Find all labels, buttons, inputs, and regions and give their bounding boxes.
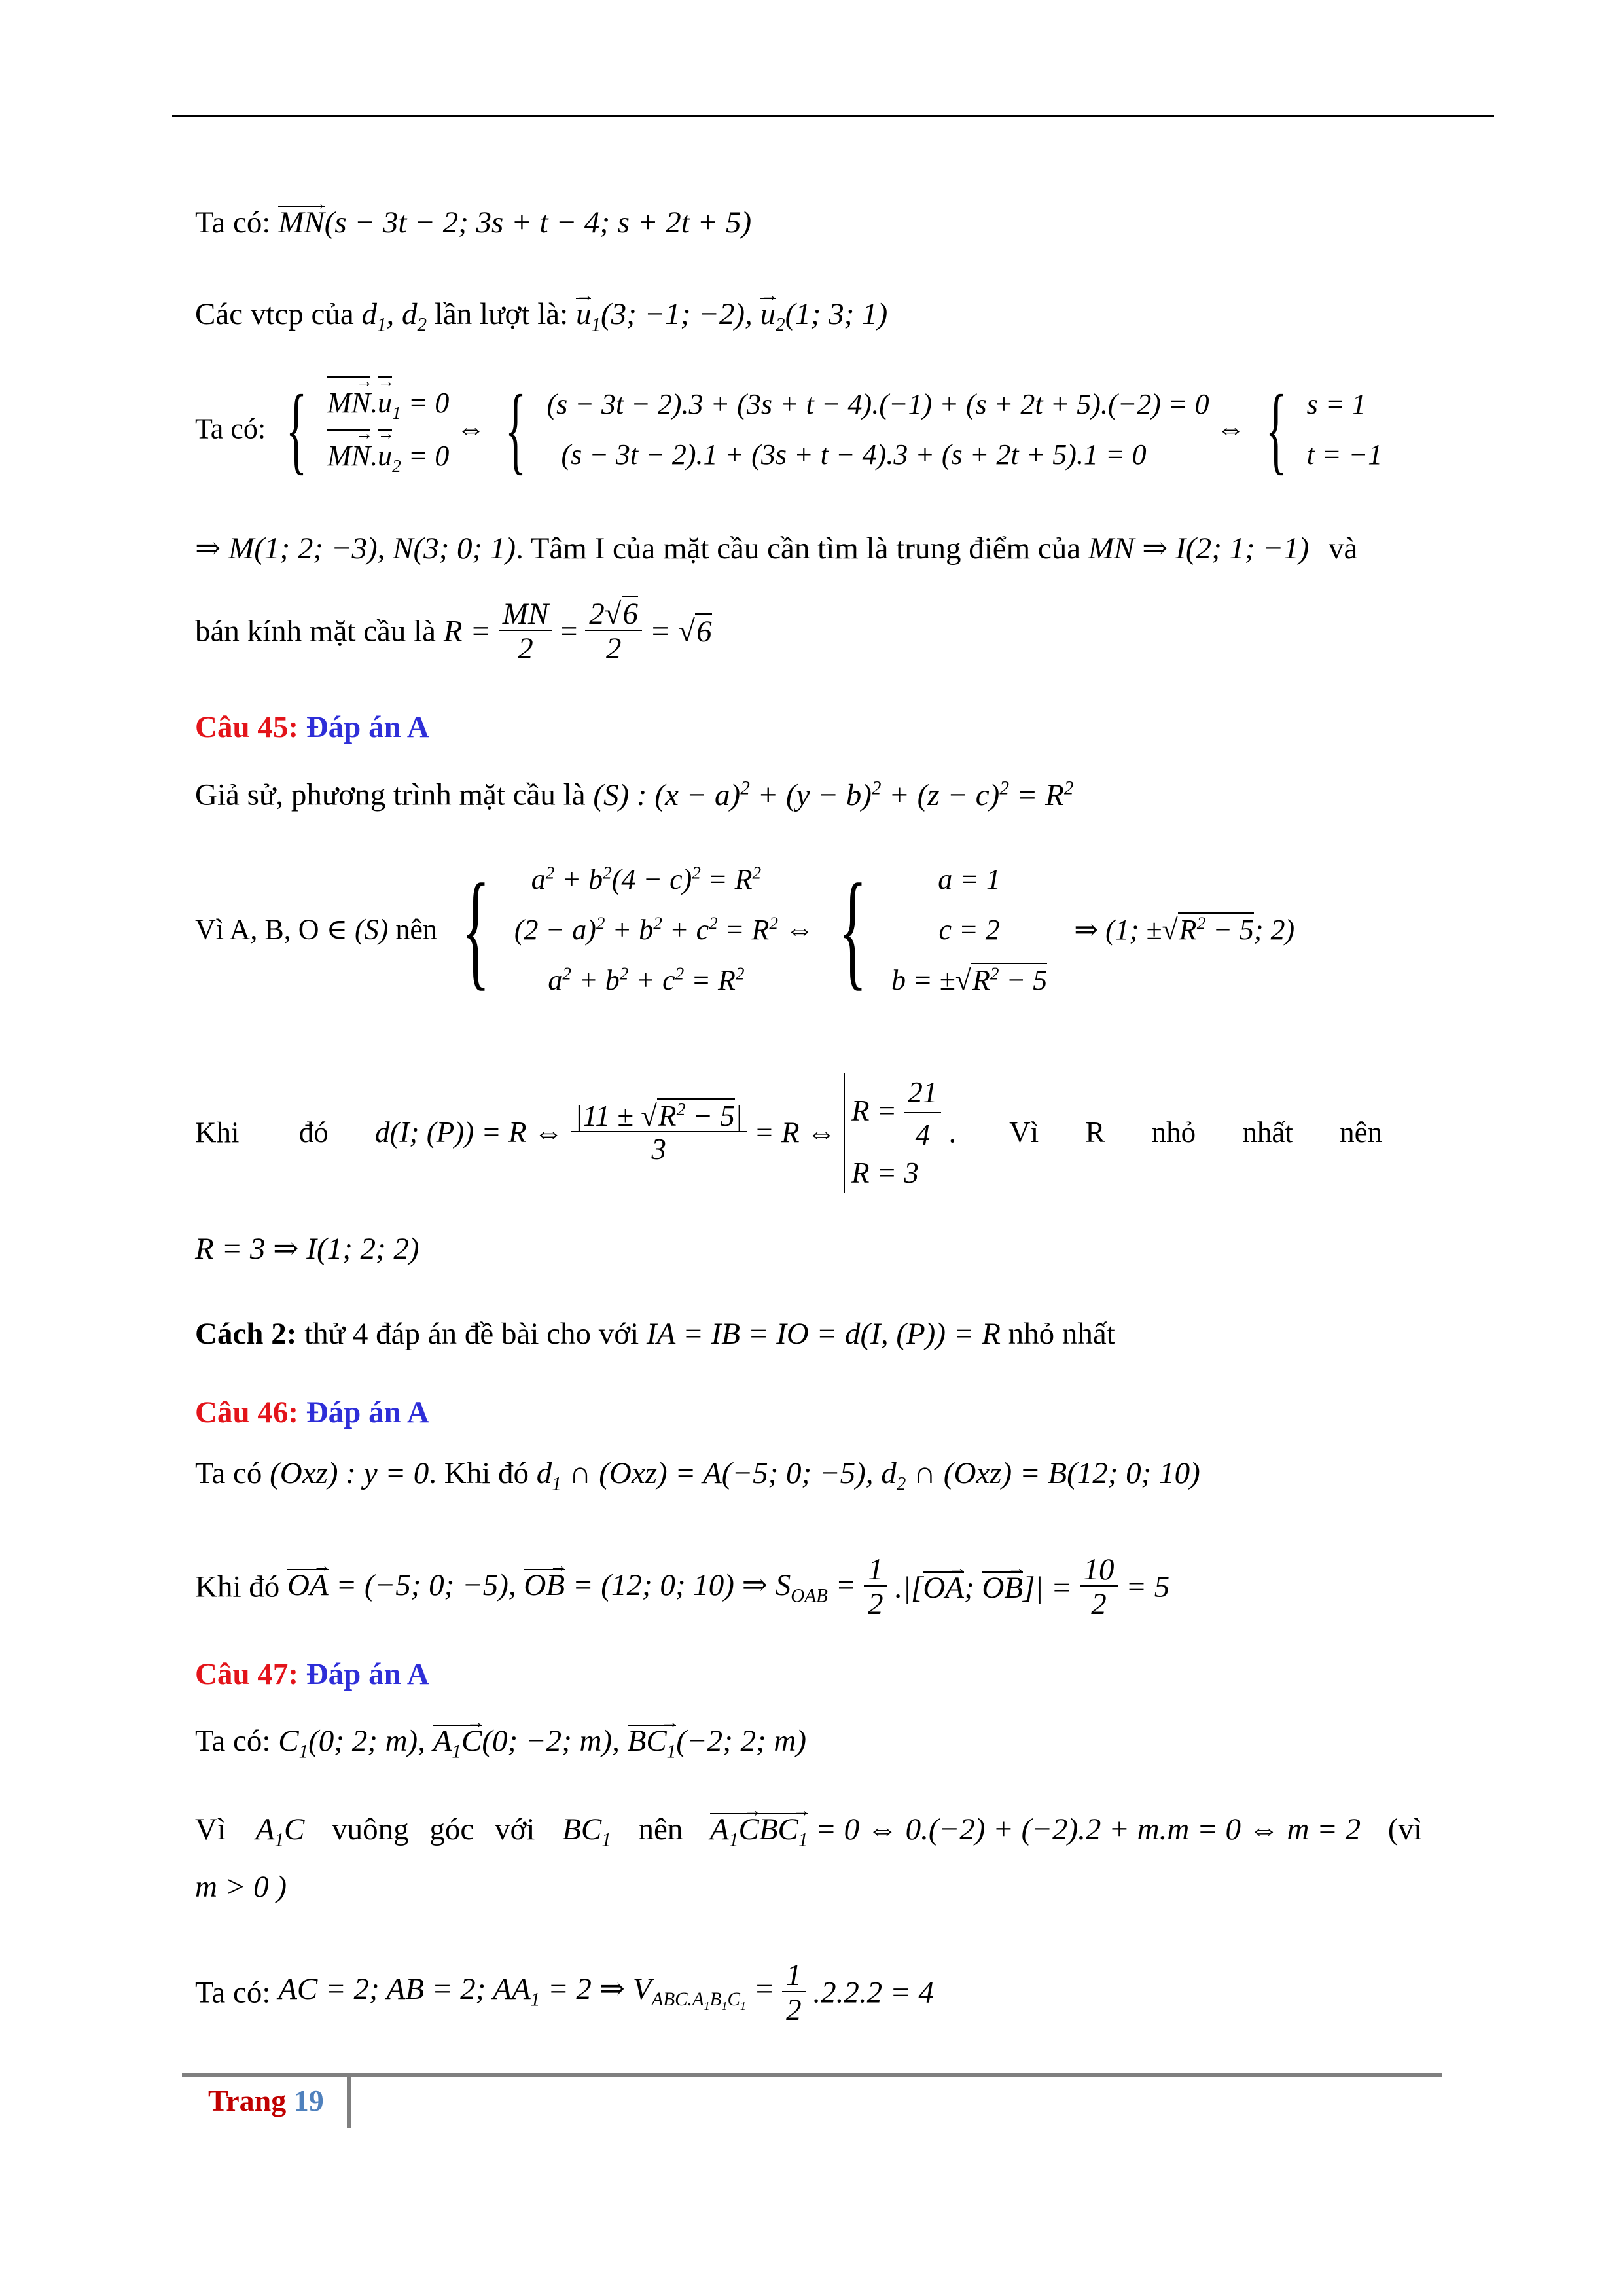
text-vuong-goc: vuông góc với <box>332 1812 535 1846</box>
header-rule <box>172 115 1494 117</box>
cau47-label: Câu 47: <box>195 1657 298 1691</box>
text-vi-r: Vì R nhỏ nhất nên <box>1009 1116 1383 1149</box>
line-perpendicular: Vì $A_1C$ vuông góc với $BC_1$ nên $A_1C \to BC_1$ → = 0 ⇔ 0.(−2) + (−2).2 + m.m = 0 ⇔ m = 2 (vì <box>195 1813 1425 1850</box>
text-khi-do-1: . Khi đó <box>429 1456 529 1490</box>
page-number: 19 <box>293 2084 324 2117</box>
line-system-st: Ta có: { MN $\to.u \to_1 = 0$ MN $\to.u \to_2 = 0$ ⇔ { (s − 3t − 2).3 + (3s + t − 4).(−1) + (s + 2t + 5).(−2) = 0 (s − 3t − 2).1 + (3s + t − 4).3 + (s + 2t + 5).1 = 0 ⇔ { s = 1 t = −1 <box>195 376 1382 482</box>
heading-cau-46 <box>195 1397 429 1428</box>
footer-rule <box>182 2073 1442 2077</box>
line-c1: Ta có: $C_1(0$; 2; m), $A_1C \to(0$; −2; m), $BC_1 \to(-2$; 2; m) <box>195 1725 806 1762</box>
cau47-answer: Đáp án A <box>306 1657 429 1691</box>
text-vtcp: Các vtcp của <box>195 297 354 331</box>
text-ta-co-5: Ta có: <box>195 1975 271 2010</box>
text-vi: Vì <box>195 1812 226 1846</box>
cau45-label: Câu 45: <box>195 710 298 744</box>
text-khi-do-2: Khi đó <box>195 1570 280 1604</box>
text-nen-2: nên <box>638 1812 683 1846</box>
text-khi: Khi <box>195 1116 240 1149</box>
heading-cau-47 <box>195 1659 429 1690</box>
line-mn-vector: Ta có: MN →(s − 3t − 2; 3s + t − 4; s + 2t + 5) <box>195 206 751 238</box>
line-gia-su: Giả sử, phương trình mặt cầu là (S) : $(x - a)^2 + (y - b)^2 + (z - c)^2 = R^2$ <box>195 778 1074 812</box>
text-vi-paren: (vì <box>1387 1812 1423 1846</box>
text-do: đó <box>298 1116 329 1149</box>
text-ta-co-2: Ta có: <box>195 412 266 445</box>
text-nho-nhat: nhỏ nhất <box>1008 1317 1115 1351</box>
text-va: và <box>1329 531 1358 565</box>
text-lan-luot-la: lần lượt là: <box>434 297 569 331</box>
footer-label: Trang <box>208 2084 287 2117</box>
text-ban-kinh: bán kính mặt cầu là <box>195 614 437 649</box>
text-ta-co: Ta có: <box>195 206 271 240</box>
footer-divider <box>347 2077 351 2128</box>
line-system-abc: Vì A, B, O ∈ (S) nên { $a^2 + b^2(4 - c)^2 = R^2$ $(2 - a)^2 + b^2 + c^2 = R^2$ $a^2 + b^2 + c^2 = R^2$ ⇔ { a = 1 c = 2 $b = \pm√R^2 - 5$ ⇒ (1; $\pm√R^2 - 5$; 2) <box>195 857 1295 1002</box>
line-distance: Khi đó d(I; (P)) = R ⇔ $\frac{|11 \pm √R^2 - 5|}{3}$ = R ⇔ R = $\frac{21}{4}$ R = 3 . Vì R nhỏ nhất nên <box>195 1073 1425 1193</box>
heading-cau-45 <box>195 712 429 743</box>
line-vtcp: Các vtcp của $d_1$, $d_2$ lần lượt là: $u \to_1(3$; −1; −2), $u \to_2(1$; 3; 1) <box>195 298 887 335</box>
text-ta-co-4: Ta có: <box>195 1724 271 1758</box>
line-m-positive <box>195 1872 287 1903</box>
text-vi-abo: Vì A, B, O <box>195 913 319 946</box>
text-tam-i: . Tâm I của mặt cầu cần tìm là trung điểm của <box>516 531 1081 565</box>
text-gia-su: Giả sử, phương trình mặt cầu là <box>195 778 586 812</box>
text-cach2-body: thử 4 đáp án đề bài cho với <box>304 1317 639 1351</box>
text-cach2: Cách 2: <box>195 1317 297 1351</box>
cau45-answer: Đáp án A <box>306 710 429 744</box>
cau46-label: Câu 46: <box>195 1395 298 1429</box>
text-nen: nên <box>395 913 437 946</box>
line-area: Khi đó OA → = (−5; 0; −5), OB → = (12; 0; 10) ⇒ $S_{OAB}$ = $\frac{1}{2}$ .|[OA →; OB →]| = $\frac{10}{2}$ = 5 <box>195 1554 1169 1620</box>
text-m-positive: m > 0 ) <box>195 1870 287 1904</box>
line-ban-kinh: bán kính mặt cầu là R = $\frac{MN}{2}$ = $\frac{2√6}{2}$ = √6 <box>195 597 712 666</box>
line-oxz: Ta có (Oxz) : y = 0. Khi đó $d_1$ ∩ (Oxz) = A(−5; 0; −5), $d_2$ ∩ (Oxz) = B(12; 0; 10) <box>195 1456 1200 1495</box>
line-mn-points: ⇒ M(1; 2; −3), N(3; 0; 1). Tâm I của mặt cầu cần tìm là trung điểm của MN ⇒ I(2; 1; −1) và <box>195 531 1358 565</box>
line-r3: R = 3 ⇒ I(1; 2; 2) <box>195 1232 419 1266</box>
text-ta-co-3: Ta có <box>195 1456 262 1490</box>
line-volume: Ta có: AC = 2; AB = 2; $AA_1 = 2$ ⇒ $V_{ABC.A_1B_1C_1}$ = $\frac{1}{2}$ .2.2.2 = 4 <box>195 1958 934 2027</box>
cau46-answer: Đáp án A <box>306 1395 429 1429</box>
line-cach-2: Cách 2: thử 4 đáp án đề bài cho với IA = IB = IO = d(I, (P)) = R nhỏ nhất <box>195 1317 1115 1351</box>
page-footer <box>208 2083 324 2118</box>
